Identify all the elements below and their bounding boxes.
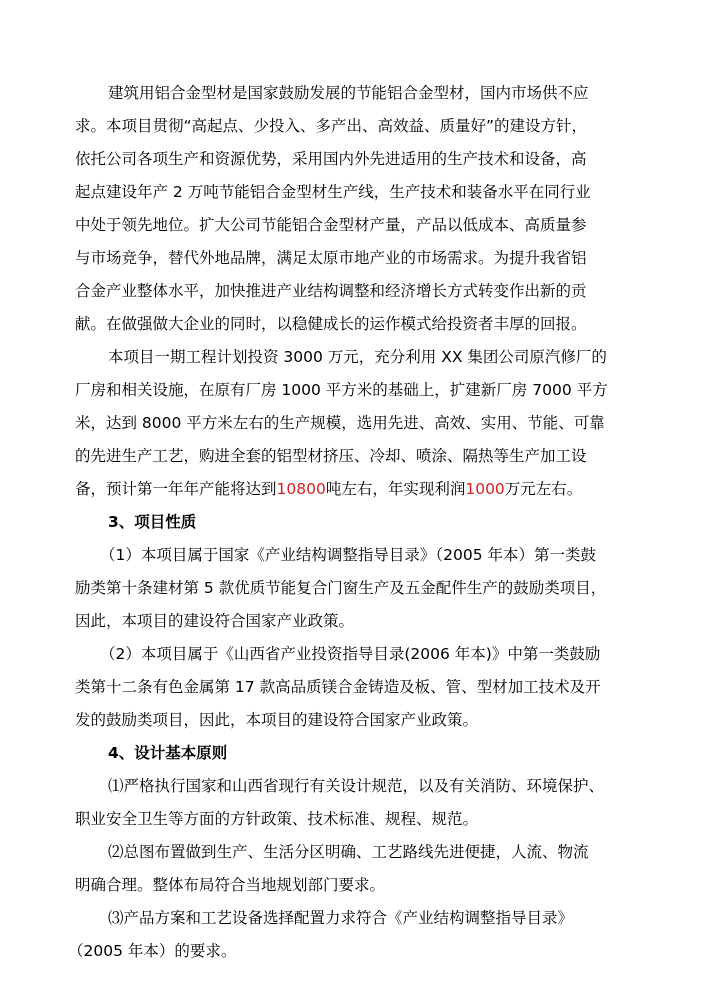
- paragraph-line: 建筑用铝合金型材是国家鼓励发展的节能铝合金型材，国内市场供不应: [108, 84, 589, 102]
- paragraph-line: ⑴严格执行国家和山西省现行有关设计规范，以及有关消防、环境保护、: [108, 777, 605, 795]
- paragraph-line: 与市场竞争，替代外地品牌，满足太原市地产业的市场需求。为提升我省铝: [75, 249, 587, 267]
- paragraph-line: 起点建设年产 2 万吨节能铝合金型材生产线，生产技术和装备水平在同行业: [75, 183, 591, 201]
- paragraph-line: ⑵总图布置做到生产、生活分区明确、工艺路线先进便捷，人流、物流: [108, 843, 589, 861]
- paragraph-line: 中处于领先地位。扩大公司节能铝合金型材产量，产品以低成本、高质量参: [75, 216, 587, 234]
- text-run: 备，预计第一年年产能将达到10800吨左右，年实现利润1000万元左右。: [75, 480, 583, 498]
- paragraph-line: 本项目一期工程计划投资 3000 万元，充分利用 XX 集团公司原汽修厂的: [108, 348, 607, 366]
- paragraph-line: 发的鼓励类项目，因此，本项目的建设符合国家产业政策。: [75, 711, 479, 729]
- paragraph-line: 职业安全卫生等方面的方针政策、技术标准、规程、规范。: [75, 810, 479, 828]
- paragraph-line: （1）本项目属于国家《产业结构调整指导目录》（2005 年本）第一类鼓: [100, 546, 596, 564]
- paragraph-line: 求。本项目贯彻“高起点、少投入、多产出、高效益、质量好”的建设方针，: [75, 117, 588, 135]
- paragraph-line: 合金产业整体水平，加快推进产业结构调整和经济增长方式转变作出新的贡: [75, 282, 587, 300]
- paragraph-line: 依托公司各项生产和资源优势，采用国内外先进适用的生产技术和设备，高: [75, 150, 587, 168]
- paragraph-line: 类第十二条有色金属第 17 款高品质镁合金铸造及板、管、型材加工技术及开: [75, 678, 601, 696]
- paragraph-line: 励类第十条建材第 5 款优质节能复合门窗生产及五金配件生产的鼓励类项目，: [75, 579, 607, 597]
- paragraph-line: 明确合理。整体布局符合当地规划部门要求。: [75, 876, 386, 894]
- paragraph-line: 米，达到 8000 平方米左右的生产规模，选用先进、高效、实用、节能、可靠: [75, 414, 605, 432]
- paragraph-line: 因此，本项目的建设符合国家产业政策。: [75, 612, 355, 630]
- paragraph-line: [0, 476, 703, 502]
- paragraph-line: （2）本项目属于《山西省产业投资指导目录(2006 年本)》中第一类鼓励: [100, 645, 601, 663]
- section-heading: 3、项目性质: [108, 513, 197, 531]
- section-heading: 4、设计基本原则: [108, 744, 228, 762]
- capacity-value: 10800: [276, 480, 326, 498]
- paragraph-line: 厂房和相关设施，在原有厂房 1000 平方米的基础上，扩建新厂房 7000 平方: [75, 381, 608, 399]
- paragraph-line: ⑶产品方案和工艺设备选择配置力求符合《产业结构调整指导目录》: [108, 909, 574, 927]
- paragraph-line: 的先进生产工艺，购进全套的铝型材挤压、冷却、喷涂、隔热等生产加工设: [75, 447, 587, 465]
- paragraph-line: （2005 年本）的要求。: [68, 942, 237, 960]
- profit-value: 1000: [465, 480, 505, 498]
- paragraph-line: 献。在做强做大企业的同时，以稳健成长的运作模式给投资者丰厚的回报。: [75, 315, 587, 333]
